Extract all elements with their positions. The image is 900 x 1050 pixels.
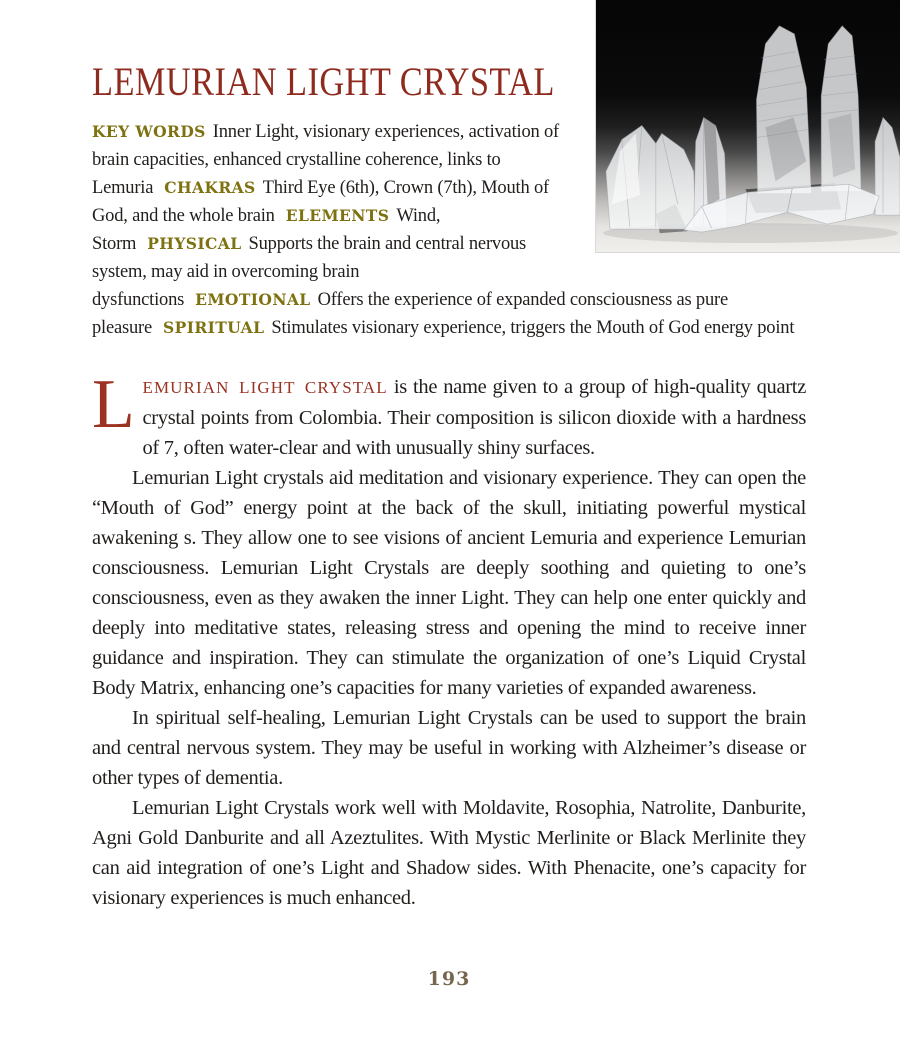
body-text [92,366,806,913]
body-paragraph-1 [92,366,806,463]
physical-label: PHYSICAL [147,234,242,253]
elements-label: ELEMENTS [285,206,390,225]
page-number: 193 [427,968,471,990]
body-paragraph-3: In spiritual self-healing, Lemurian Light Crystals can be used to support the brain and central nervous system. They may be useful in working with Alzheimer’s disease or other types of dementia. [92,707,806,789]
keywords-segment [163,318,805,338]
spiritual-text: Stimulates visionary experience, triggers the Mouth of God energy point [271,318,795,338]
emotional-label: EMOTIONAL [195,290,311,309]
lemurian-crystal-photo [595,0,900,253]
crystal-photo-illustration [596,0,900,252]
drop-cap: L [92,366,135,443]
emotional-text: Offers the experience of expanded consciousness as pure pleasure [92,290,729,338]
body-paragraph-2: Lemurian Light crystals aid meditation and visionary experience. They can open the “Mouth of God” energy point at the back of the skull, initiating powerful mystical awakening s. They allow one to see visions of ancient Lemuria and experience Lemurian consciousness. Lemurian Light Crystals are deeply soothing and quieting to one’s consciousness, even as they awaken the inner Light. They can help one enter quickly and deeply into meditative states, releasing stress and opening the mind to receive inner guidance and inspiration. They can stimulate the organization of one’s Liquid Crystal Body Matrix, enhancing one’s capacities for many varieties of expanded awareness. [92,467,806,699]
key-words-text: Inner Light, visionary experiences, activation of brain capacities, enhanced crystalline coherence, links to Lemuria [92,122,559,198]
chakras-text: Third Eye (6th), Crown (7th), Mouth of God, and the whole brain [92,178,549,226]
physical-text: Supports the brain and central nervous system, may aid in overcoming brain dysfunctions [92,234,527,310]
page-title: LEMURIAN LIGHT CRYSTAL [92,59,555,104]
paragraph-1-text: is the name given to a group of high-quality quartz crystal points from Colombia. Their composition is silicon dioxide with a hardness of 7, often water-clear and with unusually shiny surfaces. [142,376,806,459]
lead-smallcaps: EMURIAN LIGHT CRYSTAL [142,378,388,397]
body-paragraph-4: Lemurian Light Crystals work well with Moldavite, Rosophia, Natrolite, Danburite, Agni Gold Danburite and all Azeztulites. With Mystic Merlinite or Black Merlinite they can aid integration of one’s Light and Shadow sides. With Phenacite, one’s capacity for visionary experiences is much enhanced. [92,797,806,909]
spiritual-label: SPIRITUAL [163,318,265,337]
elements-text: Wind, Storm [92,206,441,254]
chakras-label: CHAKRAS [164,178,256,197]
key-words-label: KEY WORDS [92,122,206,141]
